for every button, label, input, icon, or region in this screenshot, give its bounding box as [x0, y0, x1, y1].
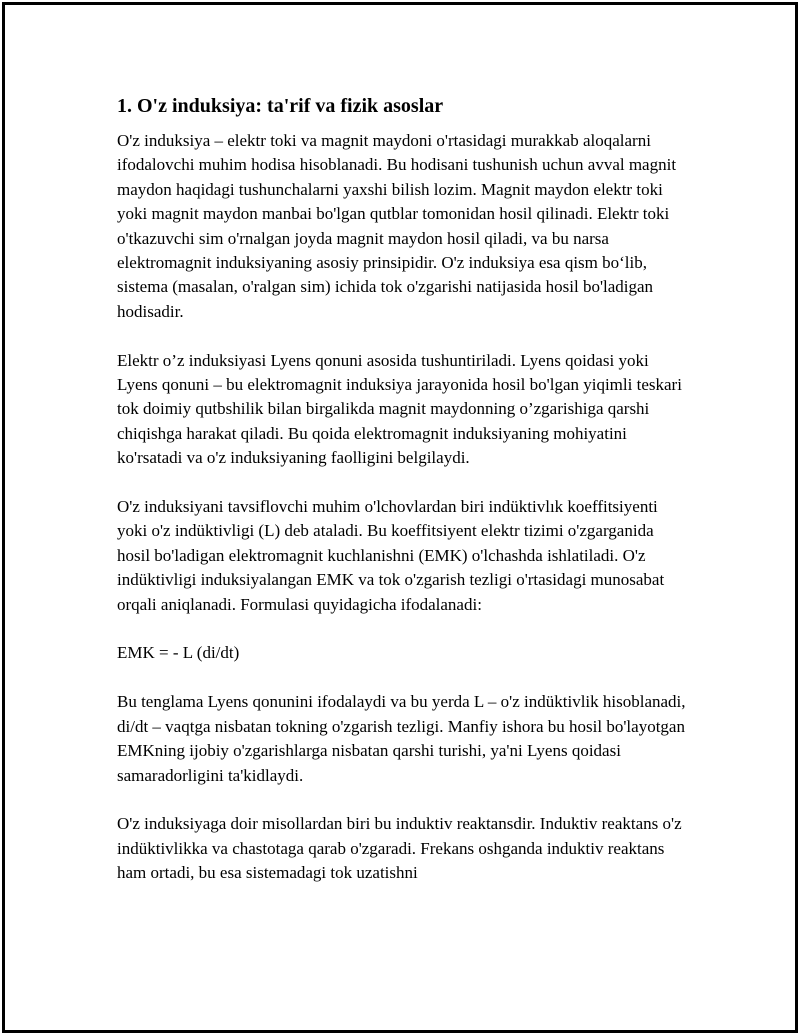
paragraph-lenz-law: Elektr o’z induksiyasi Lyens qonuni asosida tushuntiriladi. Lyens qoidasi yoki Lyens qonuni – bu elektromagnit induksiya jarayonida hosil bo'lgan yiqimli teskari tok doimiy qutbshilik bilan birgalikda magnit maydonning o’zgarishiga qarshi chiqishga harakat qiladi. Bu qoida elektromagnit induksiyaning mohiyatini ko'rsatadi va o'z induksiyaning faolligini belgilaydi. — [117, 350, 682, 468]
document-body — [117, 93, 687, 910]
paragraph-formula-explanation: Bu tenglama Lyens qonunini ifodalaydi va bu yerda L – o'z indüktivlik hisoblanadi, di/dt – vaqtga nisbatan tokning o'zgarish tezligi. Manfiy ishora bu hosil bo'layotgan EMKning ijobiy o'zgarishlarga nisbatan qarshi turishi, ya'ni Lyens qoidasi samaradorligini ta'kidlaydi. — [117, 692, 686, 785]
paragraph-definition: O'z induksiya – elektr toki va magnit maydoni o'rtasidagi murakkab aloqalarni ifodalovchi muhim hodisa hisoblanadi. Bu hodisani tushunish uchun avval magnit maydon haqidagi tushunchalarni yaxshi bilish lozim. Magnit maydon elektr toki yoki magnit maydon manbai bo'lgan qutblar tomonidan hosil qilinadi. Elektr toki o'tkazuvchi sim o'rnalgan joyda magnit maydon hosil qiladi, va bu narsa elektromagnit induksiyaning asosiy prinsipidir. O'z induksiya esa qism bo‘lib, sistema (masalan, o'ralgan sim) ichida tok o'zgarishi natijasida hosil bo'ladigan hodisadir. — [117, 131, 677, 321]
paragraph-inductance: O'z induksiyani tavsiflovchi muhim o'lchovlardan biri indüktivlık koeffitsiyenti yoki o'z indüktivligi (L) deb ataladi. Bu koeffitsiyent elektr tizimi o'zgarganida hosil bo'ladigan elektromagnit kuchlanishni (EMK) o'lchashda ishlatiladi. O'z indüktivligi induksiyalangan EMK va tok o'zgarish tezligi o'rtasidagi munosabat orqali aniqlanadi. Formulasi quyidagicha ifodalanadi: — [117, 497, 665, 614]
section-heading: 1. O'z induksiya: ta'rif va fizik asoslar — [117, 95, 444, 117]
paragraph-inductive-reactance: O'z induksiyaga doir misollardan biri bu induktiv reaktansdir. Induktiv reaktans o'z indüktivlikka va chastotaga qarab o'zgaradi. Frekans oshganda induktiv reaktans ham ortadi, bu esa sistemadagi tok uzatishni — [117, 814, 682, 883]
formula: EMK = - L (di/dt) — [117, 643, 240, 663]
